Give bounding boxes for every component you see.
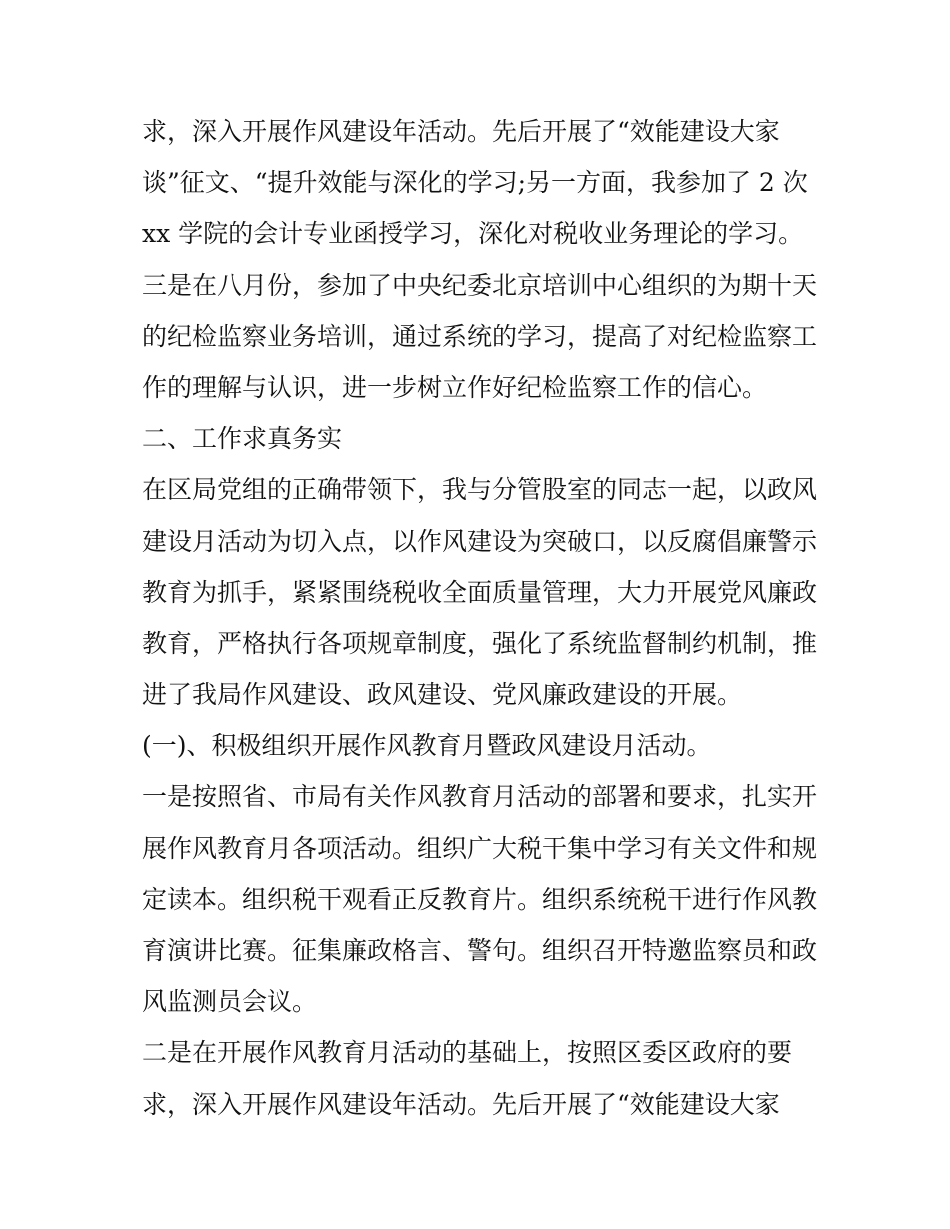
document-body bbox=[142, 106, 822, 1130]
text-line: 风监测员会议。 bbox=[142, 987, 318, 1017]
text-line: 定读本。组织税干观看正反教育片。组织系统税干进行作风教 bbox=[142, 884, 818, 914]
text-line: 教育为抓手，紧紧围绕税收全面质量管理，大力开展党风廉政 bbox=[142, 577, 818, 607]
text-line: 三是在八月份，参加了中央纪委北京培训中心组织的为期十天 bbox=[142, 270, 818, 300]
text-line: 求，深入开展作风建设年活动。先后开展了“效能建设大家 bbox=[142, 1089, 780, 1119]
text-line: 育演讲比赛。征集廉政格言、警句。组织召开特邀监察员和政 bbox=[142, 936, 818, 965]
section-heading: 二、工作求真务实 bbox=[142, 424, 343, 454]
text-line: 教育，严格执行各项规章制度，强化了系统监督制约机制，推 bbox=[142, 628, 818, 658]
text-line: 在区局党组的正确带领下，我与分管股室的同志一起，以政风 bbox=[142, 475, 818, 505]
text-line: 的纪检监察业务培训，通过系统的学习，提高了对纪检监察工 bbox=[142, 321, 818, 351]
text-line: 谈”征文、“提升效能与深化的学习;另一方面，我参加了 2 次 bbox=[142, 168, 808, 198]
text-line: 一是按照省、市局有关作风教育月活动的部署和要求，扎实开 bbox=[142, 782, 818, 812]
text-line: 二是在开展作风教育月活动的基础上，按照区委区政府的要 bbox=[142, 1038, 793, 1068]
text-line: 建设月活动为切入点，以作风建设为突破口，以反腐倡廉警示 bbox=[142, 526, 818, 556]
text-line: 求，深入开展作风建设年活动。先后开展了“效能建设大家 bbox=[142, 117, 780, 146]
subsection-heading: (一)、积极组织开展作风教育月暨政风建设月活动。 bbox=[142, 731, 712, 761]
text-line: 展作风教育月各项活动。组织广大税干集中学习有关文件和规 bbox=[142, 833, 818, 863]
text-line: xx 学院的会计专业函授学习，深化对税收业务理论的学习。 bbox=[142, 219, 804, 249]
text-line: 作的理解与认识，进一步树立作好纪检监察工作的信心。 bbox=[142, 372, 768, 402]
text-line: 进了我局作风建设、政风建设、党风廉政建设的开展。 bbox=[142, 680, 743, 710]
